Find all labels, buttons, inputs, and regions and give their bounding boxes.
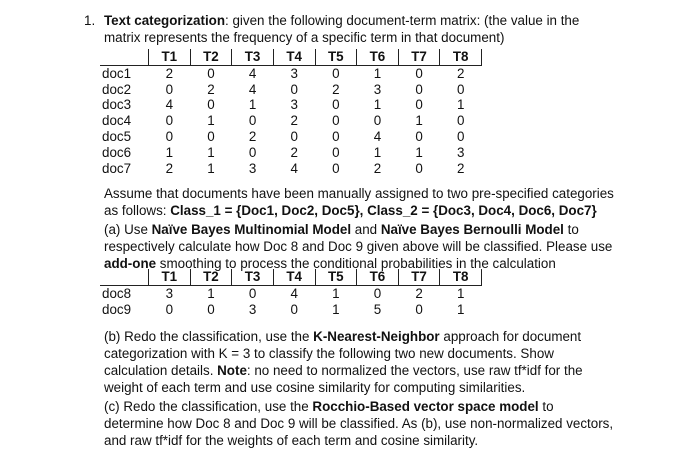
matrix-cell: 4 [248,65,257,81]
assume-line-1: Assume that documents have been manually assigned to two pre-specified categories [104,186,614,201]
matrix-cell: 1 [207,285,215,301]
matrix-corner [100,49,149,65]
matrix-cell: 2 [332,81,340,97]
matrix-cell: 1 [207,160,215,176]
matrix-cell: 0 [248,144,257,160]
doc-label: doc7 [102,160,132,176]
matrix-cell: 2 [207,81,215,97]
intro-line-2: matrix represents the frequency of a specific term in that document) [104,30,505,45]
test-matrix-header-row [100,269,482,285]
doc-label: doc6 [102,144,132,160]
part-a-text: (a) Use [104,222,152,237]
part-a-text: and [351,222,381,237]
doc-label: doc5 [102,128,132,144]
matrix-cell: 2 [456,65,465,81]
question-number: 1. [84,13,96,28]
term-header: T8 [440,49,482,65]
matrix-cell: 0 [415,128,423,144]
test-matrix-row [100,302,482,318]
matrix-cell: 0 [165,128,174,144]
matrix-cell: 1 [332,301,340,317]
matrix-cell: 1 [415,144,423,160]
part-b-text: approach for document [439,329,582,344]
bernoulli-model-term: Naïve Bayes Bernoulli Model [380,222,564,237]
matrix-cell: 2 [165,65,174,81]
term-header: T1 [149,269,191,285]
matrix-cell: 5 [373,301,382,317]
matrix-cell: 0 [290,301,298,317]
matrix-cell: 1 [373,65,382,81]
matrix-cell: 3 [290,65,298,81]
question-title: Text categorization [104,13,226,28]
matrix-header-row [100,49,482,65]
matrix-cell: 4 [290,285,298,301]
matrix-cell: 4 [248,81,257,97]
test-matrix-corner [100,269,149,285]
intro-line-1 [104,12,579,29]
matrix-cell: 0 [415,81,423,97]
matrix-cell: 0 [290,128,298,144]
matrix-cell: 0 [456,128,465,144]
matrix-cell: 1 [373,144,382,160]
matrix-row [100,82,482,98]
intro-line-1-rest: : given the following document-term matrix: (the value in the [225,13,580,28]
matrix-cell: 0 [415,301,423,317]
class-assignment: Class_1 = {Doc1, Doc2, Doc5}, Class_2 = {Doc3, Doc4, Doc6, Doc7} [170,203,597,218]
matrix-cell: 0 [373,113,382,129]
rocchio-term: Rocchio-Based vector space model [312,399,539,414]
matrix-cell: 0 [207,65,215,81]
term-header: T1 [149,49,191,65]
matrix-cell: 1 [207,144,215,160]
matrix-row [100,129,482,145]
part-b-line-4: weight of each term and use cosine similarity for computing similarities. [104,380,526,395]
matrix-cell: 3 [248,301,257,317]
part-a-line-1 [104,221,579,238]
matrix-cell: 0 [248,113,257,129]
add-one-term: add-one [104,256,157,271]
part-b-text: calculation details. [104,363,218,378]
matrix-cell: 1 [456,301,465,317]
matrix-cell: 1 [207,113,215,129]
term-header: T2 [190,49,232,65]
matrix-cell: 0 [165,113,174,129]
term-header: T5 [315,49,357,65]
term-header: T2 [190,269,232,285]
term-header: T7 [398,49,440,65]
matrix-cell: 0 [415,65,423,81]
term-header: T4 [273,49,315,65]
part-c-line-2: determine how Doc 8 and Doc 9 will be classified. As (b), use non-normalized vectors, [104,416,614,431]
test-matrix-row [100,285,482,301]
term-header: T3 [232,49,274,65]
matrix-cell: 4 [290,160,298,176]
doc-label: doc8 [102,285,132,301]
matrix-cell: 3 [248,160,257,176]
term-header: T6 [357,49,399,65]
assume-line-2-prefix: as follows: [104,203,171,218]
doc-label: doc3 [102,97,132,113]
document-term-matrix [100,49,482,176]
part-b-text: : no need to normalized the vectors, use raw tf*idf for the [246,363,583,378]
matrix-cell: 0 [248,285,257,301]
matrix-cell: 0 [165,81,174,97]
matrix-cell: 1 [165,144,174,160]
test-document-matrix [100,269,482,317]
part-c-line-3: and raw tf*idf for the weights of each term and cosine similarity. [104,433,479,448]
doc-label: doc1 [102,65,132,81]
matrix-cell: 0 [207,97,215,113]
matrix-cell: 1 [373,97,382,113]
part-b-line-1 [104,328,581,345]
matrix-cell: 3 [373,81,382,97]
matrix-row [100,113,482,129]
matrix-cell: 2 [248,128,257,144]
doc-label: doc4 [102,113,132,129]
matrix-cell: 3 [165,285,174,301]
term-header: T7 [398,269,440,285]
part-b-text: (b) Redo the classification, use the [104,329,314,344]
matrix-cell: 2 [456,160,465,176]
matrix-cell: 0 [456,113,465,129]
matrix-cell: 0 [456,81,465,97]
matrix-cell: 4 [165,97,174,113]
matrix-cell: 2 [373,160,382,176]
doc-label: doc9 [102,301,132,317]
matrix-cell: 2 [290,113,298,129]
part-a-text: smoothing to process the conditional probabilities in the calculation [156,256,556,271]
matrix-cell: 0 [165,301,174,317]
note-label: Note [217,363,247,378]
matrix-cell: 1 [456,97,465,113]
matrix-cell: 4 [373,128,382,144]
term-header: T8 [440,269,482,285]
matrix-row [100,161,482,177]
matrix-cell: 2 [290,144,298,160]
matrix-cell: 0 [332,65,340,81]
knn-term: K-Nearest-Neighbor [313,329,440,344]
part-c-line-1 [104,398,554,415]
term-header: T3 [232,269,274,285]
term-header: T5 [315,269,357,285]
part-c-text: to [538,399,554,414]
matrix-cell: 2 [415,285,423,301]
matrix-cell: 0 [332,160,340,176]
matrix-cell: 3 [456,144,465,160]
matrix-cell: 1 [415,113,423,129]
multinomial-model-term: Naïve Bayes Multinomial Model [151,222,352,237]
matrix-cell: 0 [332,113,340,129]
part-a-line-2: respectively calculate how Doc 8 and Doc 9 given above will be classified. Please use [104,239,613,254]
matrix-cell: 0 [332,128,340,144]
matrix-cell: 0 [207,301,215,317]
matrix-cell: 0 [332,144,340,160]
assume-line-2 [104,202,597,219]
matrix-cell: 1 [332,285,340,301]
matrix-cell: 1 [248,97,257,113]
part-c-text: (c) Redo the classification, use the [104,399,313,414]
matrix-row [100,65,482,81]
doc-label: doc2 [102,81,132,97]
matrix-cell: 0 [415,97,423,113]
matrix-row [100,97,482,113]
term-header: T6 [357,269,399,285]
part-a-text: to [563,222,579,237]
matrix-cell: 0 [207,128,215,144]
matrix-row [100,145,482,161]
matrix-cell: 0 [415,160,423,176]
matrix-cell: 2 [165,160,174,176]
matrix-cell: 0 [373,285,382,301]
part-b-line-3 [104,362,583,379]
term-header: T4 [273,269,315,285]
matrix-cell: 3 [290,97,298,113]
matrix-cell: 1 [456,285,465,301]
part-b-line-2: categorization with K = 3 to classify the following two new documents. Show [104,346,554,361]
matrix-cell: 0 [332,97,340,113]
matrix-cell: 0 [290,81,298,97]
